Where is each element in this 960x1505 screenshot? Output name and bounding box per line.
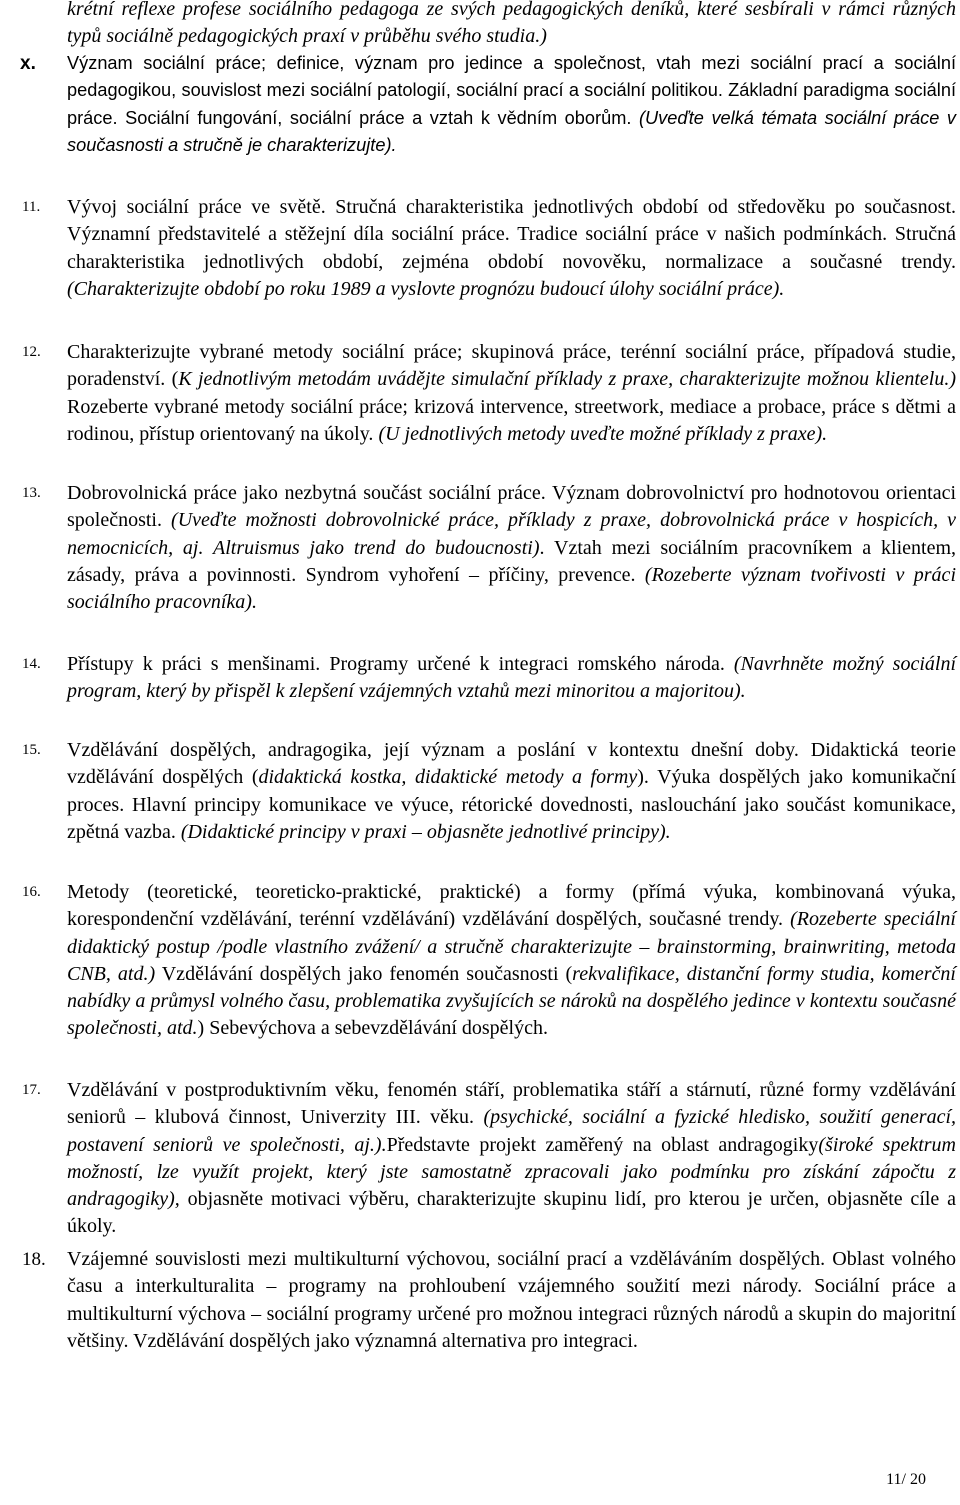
item-number: 15. <box>22 742 41 758</box>
item-body: Vzdělávání v postproduktivním věku, fenomén stáří, problematika stáří a stárnutí, různé formy vzdělávání seniorů – klubová činnost, Univerzity III. věku. (psychické, sociální a fyzické hledisko, soužití generací, postavení seniorů ve společnosti, aj.).Představte projekt zaměřený na oblast andragogiky(široké spektrum možností, lze využít projekt, který jste samostatně zpracovali jako podmínku pro získání zápočtu z andragogiky), objasněte motivaci výběru, charakterizujte skupinu lidí, pro kterou je určen, objasněte cíle a úkoly. <box>67 1079 957 1238</box>
item-body: Dobrovolnická práce jako nezbytná součást sociální práce. Význam dobrovolnictví pro hodnotovou orientaci společnosti. (Uveďte možnosti dobrovolnické práce, příklady z praxe, dobrovolnická práce v hospicích, v nemocnicích, aj. Altruismus jako trend do budoucnosti). Vztah mezi sociálním pracovníkem a klientem, zásady, práva a povinnosti. Syndrom vyhoření – příčiny, prevence. (Rozeberte význam tvořivosti v práci sociálního pracovníka). <box>67 482 956 614</box>
item-number: 17. <box>22 1082 41 1098</box>
item-body: Přístupy k práci s menšinami. Programy určené k integraci romského národa. (Navrhněte možný sociální program, který by přispěl k zlepšení vzájemných vztahů mezi minoritou a majoritou). <box>67 653 956 703</box>
intro-text: krétní reflexe profese sociálního pedagoga ze svých pedagogických deníků, které sesbírali v rámci různých typů sociálně pedagogických praxí v průběhu svého studia.) <box>67 0 956 48</box>
item-body: Význam sociální práce; definice, význam pro jedince a společnost, vtah mezi sociální prací a sociální pedagogikou, souvislost mezi sociální patologií, sociální prací a sociální politikou. Základní paradigma sociální práce. Sociální fungování, sociální práce a vztah k vědním oborům. (Uveďte velká témata sociální práce v současnosti a stručně je charakterizujte). <box>67 53 956 155</box>
item-body: Charakterizujte vybrané metody sociální práce; skupinová práce, terénní sociální práce, případová studie, poradenství. (K jednotlivým metodám uvádějte simulační příklady z praxe, charakterizujte možnou klientelu.) Rozeberte vybrané metody sociální práce; krizová intervence, streetwork, mediace a probace, práce s dětmi a rodinou, přístup orientovaný na úkoly. (U jednotlivých metody uveďte možné příklady z praxe). <box>67 341 956 445</box>
page-number: 11/ 20 <box>886 1471 926 1488</box>
item-body: Vzájemné souvislosti mezi multikulturní výchovou, sociální prací a vzděláváním dospělých. Oblast volného času a interkulturalita – programy na prohloubení vzájemného soužití mezi národy. Sociální práce a multikulturní výchova – sociální programy určené pro možnou integraci různých národů a skupin do majoritní většiny. Vzdělávání dospělých jako významná alternativa pro integraci. <box>67 1248 956 1352</box>
item-body: Vývoj sociální práce ve světě. Stručná charakteristika jednotlivých období od středověku po současnost. Významní představitelé a stěžejní díla sociální práce. Tradice sociální práce v našich podmínkách. Stručná charakteristika jednotlivých období, zejména období novověku, normalizace a současné trendy. (Charakterizujte období po roku 1989 a vyslovte prognózu budoucí úlohy sociální práce). <box>67 196 956 300</box>
item-number: 13. <box>22 485 41 501</box>
item-body: Vzdělávání dospělých, andragogika, její význam a poslání v kontextu dnešní doby. Didaktická teorie vzdělávání dospělých (didaktická kostka, didaktické metody a formy). Výuka dospělých jako komunikační proces. Hlavní principy komunikace ve výuce, rétorické dovednosti, naslouchání jako součást komunikace, zpětná vazba. (Didaktické principy v praxi – objasněte jednotlivé principy). <box>67 739 957 843</box>
item-number: 14. <box>22 656 41 672</box>
item-number: 18. <box>22 1249 46 1270</box>
item-number: 16. <box>22 884 41 900</box>
item-number: 12. <box>22 344 41 360</box>
item-number: 11. <box>22 199 41 215</box>
item-body: Metody (teoretické, teoreticko-praktické, praktické) a formy (přímá výuka, kombinovaná výuka, korespondenční vzdělávání, terénní vzdělávání) vzdělávání dospělých, současné trendy. (Rozeberte speciální didaktický postup /podle vlastního zvážení/ a stručně charakterizujte – brainstorming, brainwriting, metoda CNB, atd.) Vzdělávání dospělých jako fenomén současnosti (rekvalifikace, distanční formy studia, komerční nabídky a průmysl volného času, problematika zvyšujících se nároků na dospělého jedince v kontextu současné společnosti, atd.) Sebevýchova a sebevzdělávání dospělých. <box>67 881 956 1040</box>
item-number: x. <box>20 53 36 74</box>
